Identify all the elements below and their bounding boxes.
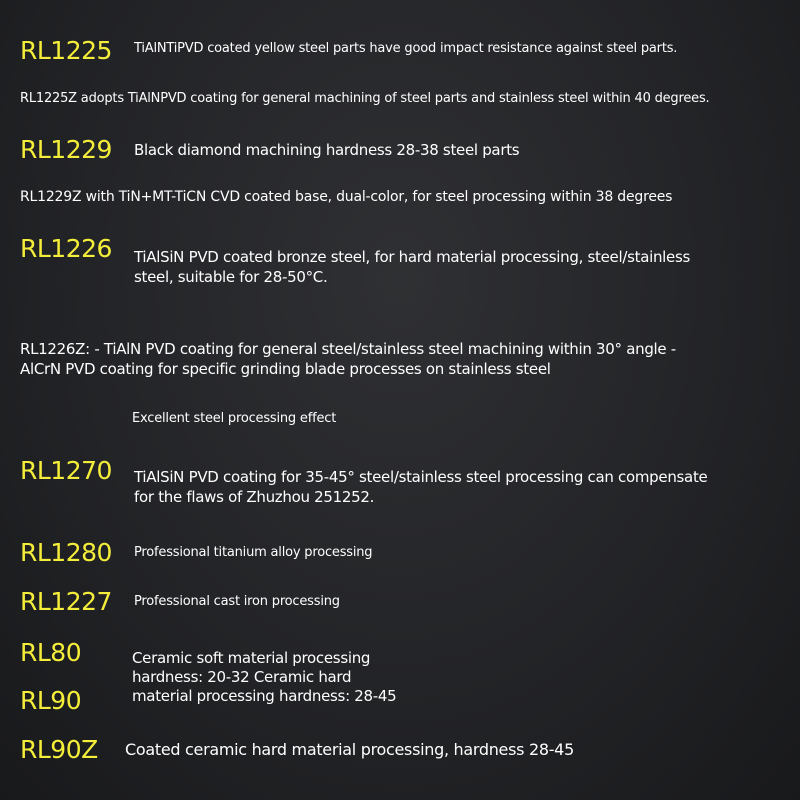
product-desc-rl1226-line2: steel, suitable for 28-50°C. bbox=[134, 268, 328, 286]
product-desc-rl1270-line2: for the flaws of Zhuzhou 251252. bbox=[134, 488, 375, 506]
product-desc-rl1226-line1: TiAlSiN PVD coated bronze steel, for hard material processing, steel/stainless bbox=[134, 248, 690, 266]
product-desc-rl80-line1: Ceramic soft material processing bbox=[132, 649, 371, 667]
product-code-rl1270: RL1270 bbox=[20, 456, 112, 485]
product-code-rl1227: RL1227 bbox=[20, 587, 112, 616]
product-desc-rl1225z: RL1225Z adopts TiAlNPVD coating for general machining of steel parts and stainless steel within 40 degrees. bbox=[20, 91, 710, 106]
product-note-excellent: Excellent steel processing effect bbox=[132, 411, 337, 426]
product-desc-rl90z: Coated ceramic hard material processing, hardness 28-45 bbox=[125, 740, 574, 759]
product-desc-rl1270-line1: TiAlSiN PVD coating for 35-45° steel/stainless steel processing can compensate bbox=[134, 468, 708, 486]
product-code-rl1280: RL1280 bbox=[20, 538, 112, 567]
product-desc-rl1229z: RL1229Z with TiN+MT-TiCN CVD coated base, dual-color, for steel processing within 38 degrees bbox=[20, 189, 673, 205]
product-code-rl90z: RL90Z bbox=[20, 735, 98, 764]
product-desc-rl1229: Black diamond machining hardness 28-38 steel parts bbox=[134, 141, 520, 159]
product-code-rl90: RL90 bbox=[20, 686, 82, 715]
product-code-rl1225: RL1225 bbox=[20, 36, 112, 65]
product-code-rl80: RL80 bbox=[20, 638, 82, 667]
product-desc-rl1227: Professional cast iron processing bbox=[134, 594, 340, 609]
product-desc-rl1280: Professional titanium alloy processing bbox=[134, 545, 373, 560]
product-desc-rl80-line2: hardness: 20-32 Ceramic hard bbox=[132, 668, 352, 686]
product-desc-rl1225: TiAlNTiPVD coated yellow steel parts have good impact resistance against steel parts. bbox=[134, 41, 678, 56]
product-code-rl1226: RL1226 bbox=[20, 234, 112, 263]
product-code-rl1229: RL1229 bbox=[20, 135, 112, 164]
product-desc-rl1226z-line2: AlCrN PVD coating for specific grinding blade processes on stainless steel bbox=[20, 360, 551, 378]
product-desc-rl1226z-line1: RL1226Z: - TiAlN PVD coating for general steel/stainless steel machining within 30° angle - bbox=[20, 340, 676, 358]
product-desc-rl90-line3: material processing hardness: 28-45 bbox=[132, 687, 397, 705]
